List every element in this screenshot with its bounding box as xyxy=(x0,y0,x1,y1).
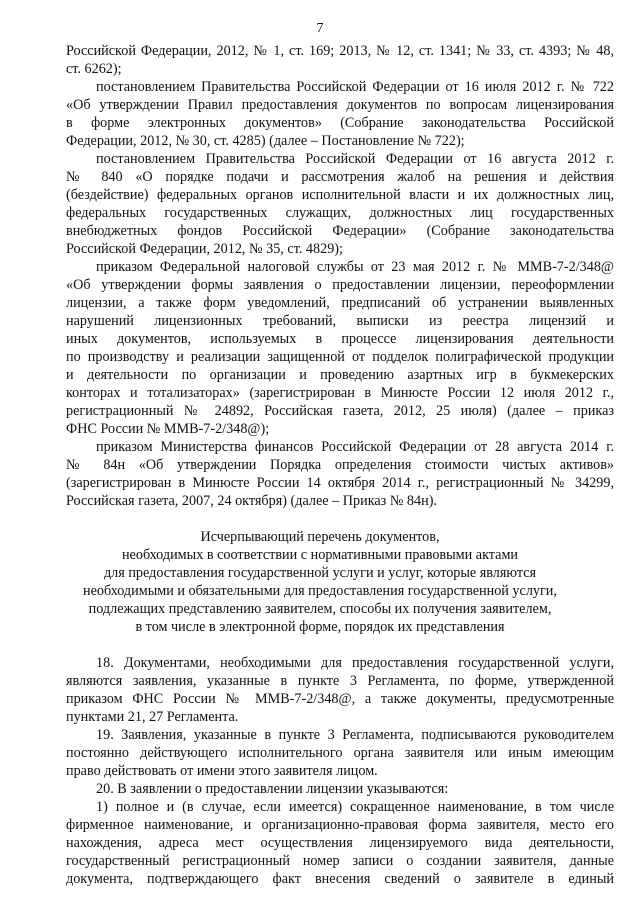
text-line: ст. 6262); xyxy=(66,61,122,77)
text-line: 20. В заявлении о предоставлении лицензии указываются: xyxy=(96,781,449,797)
section-heading-line: подлежащих представлению заявителем, способы их получения заявителем, xyxy=(88,601,552,617)
text-line: являются заявления, указанные в пункте 3 Регламента, по форме, утвержденной xyxy=(66,673,614,689)
text-line: 19. Заявления, указанные в пункте 3 Регламента, подписываются руководителем xyxy=(96,727,614,743)
text-line: фирменное наименование, и организационно-правовая форма заявителя, место его xyxy=(66,817,614,833)
text-line: регистрационный № 24892, Российская газета, 2012, 25 июля) (далее – приказ xyxy=(66,403,614,419)
text-line: приказом ФНС России № ММВ-7-2/348@, а также документы, предусмотренные xyxy=(66,691,614,707)
text-line: «Об утверждении Правил предоставления документов по вопросам лицензирования xyxy=(66,97,614,113)
text-line: приказом Министерства финансов Российской Федерации от 28 августа 2014 г. xyxy=(96,439,614,455)
text-line: нарушений лицензионных требований, выписки из реестра лицензий и xyxy=(66,313,614,329)
text-line: внебюджетных фондов Российской Федерации» (Собрание законодательства xyxy=(66,223,614,239)
text-line: «Об утверждении формы заявления о предоставлении лицензии, переоформлении xyxy=(66,277,614,293)
text-line: федеральных государственных служащих, должностных лиц государственных xyxy=(66,205,614,221)
text-line: конторах и тотализаторах» (зарегистрирован в Минюсте России 12 июля 2012 г., xyxy=(66,385,614,401)
text-line: 18. Документами, необходимыми для предоставления государственной услуги, xyxy=(96,655,614,671)
text-line: лицензии, а также форм уведомлений, предписаний об устранении выявленных xyxy=(66,295,614,311)
section-heading-line: необходимых в соответствии с нормативными правовыми актами xyxy=(121,547,519,563)
text-line: Российская газета, 2007, 24 октября) (далее – Приказ № 84н). xyxy=(66,493,437,509)
text-line: постоянно действующего исполнительного органа заявителя или иным имеющим xyxy=(66,745,614,761)
text-line: № 84н «Об утверждении Порядка определения стоимости чистых активов» xyxy=(66,457,614,473)
text-line: (бездействие) федеральных органов исполнительной власти и их должностных лиц, xyxy=(66,187,614,203)
text-line: по производству и реализации защищенной от подделок полиграфической продукции xyxy=(66,349,614,365)
text-line: 1) полное и (в случае, если имеется) сокращенное наименование, в том числе xyxy=(96,799,614,815)
section-heading-line: для предоставления государственной услуги и услуг, которые являются xyxy=(103,565,537,581)
text-line: приказом Федеральной налоговой службы от 23 мая 2012 г. № ММВ-7-2/348@ xyxy=(96,259,614,275)
section-heading-line: необходимыми и обязательными для предоставления государственной услуги, xyxy=(83,583,557,599)
text-line: ФНС России № ММВ-7-2/348@); xyxy=(66,421,270,437)
text-line: документа, подтверждающего факт внесения сведений о заявителе в единый xyxy=(66,871,614,887)
text-line: нахождения, адреса мест осуществления лицензируемого вида деятельности, xyxy=(66,835,614,851)
section-heading-line: в том числе в электронной форме, порядок их представления xyxy=(135,619,505,635)
text-line: Российской Федерации, 2012, № 35, ст. 4829); xyxy=(66,241,343,257)
text-line: (зарегистрирован в Минюсте России 14 октября 2014 г., регистрационный № 34299, xyxy=(66,475,614,491)
page-number: 7 xyxy=(316,21,324,36)
text-line: № 840 «О порядке подачи и рассмотрения жалоб на решения и действия xyxy=(66,169,614,185)
text-line: в форме электронных документов» (Собрание законодательства Российской xyxy=(66,115,614,131)
text-line: государственный регистрационный номер записи о создании заявителя, данные xyxy=(66,853,614,869)
section-heading-line: Исчерпывающий перечень документов, xyxy=(200,529,440,545)
text-line: иных документов, используемых в процессе лицензирования деятельности xyxy=(66,331,614,347)
text-line: Федерации, 2012, № 30, ст. 4285) (далее – Постановление № 722); xyxy=(66,133,465,149)
text-line: Российской Федерации, 2012, № 1, ст. 169; 2013, № 12, ст. 1341; № 33, ст. 4393; № 48, xyxy=(66,43,614,59)
text-line: право действовать от имени этого заявителя лицом. xyxy=(66,763,378,779)
text-line: постановлением Правительства Российской Федерации от 16 августа 2012 г. xyxy=(96,151,614,167)
text-line: пунктами 21, 27 Регламента. xyxy=(66,709,239,725)
text-line: постановлением Правительства Российской Федерации от 16 июля 2012 г. № 722 xyxy=(96,79,614,95)
text-line: и деятельности по организации и проведению азартных игр в букмекерских xyxy=(66,367,614,383)
